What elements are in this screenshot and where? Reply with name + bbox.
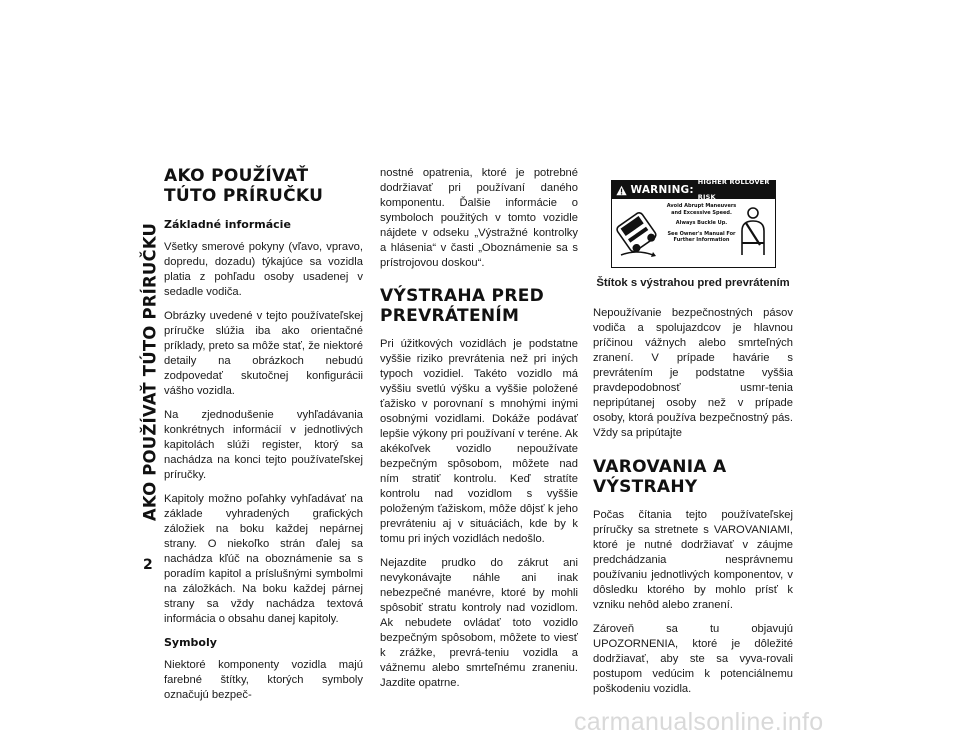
paragraph: Zároveň sa tu objavujú UPOZORNENIA, ktoré je dôležité dodržiavať, aby ste sa vyva-rovali postupom vedúcim k potenciálnemu poškodeniu vozidla. (593, 623, 793, 695)
paragraph: Niektoré komponenty vozidla majú farebné štítky, ktorých symboly označujú bezpeč- (164, 659, 363, 701)
paragraph: Na zjednodušenie vyhľadávania konkrétnych informácií v jednotlivých kapitolách slúži register, ktorý sa nachádza na konci tejto používateľskej príručky. (164, 409, 363, 481)
seatbelt-icon (738, 199, 775, 266)
warning-word: WARNING: (630, 183, 694, 196)
warning-label-text (666, 199, 738, 266)
page-number: 2 (143, 557, 153, 573)
rollover-car-icon (612, 199, 666, 266)
paragraph: Nepoužívanie bezpečnostných pásov vodiča a spolujazdcov je hlavnou príčinou vážnych alebo smrteľných zranení. V prípade havárie s prevrátením je podstatne vyššia pravdepodobnosť usmr-tenia nepripútanej osoby než v prípade osoby, ktorá používa bezpečnostný pás. Vždy sa pripútajte (593, 307, 793, 439)
paragraph: Všetky smerové pokyny (vľavo, vpravo, dopredu, dozadu) týkajúce sa vozidla platia z pohľadu osoby usadenej v sedadle vodiča. (164, 241, 363, 298)
warning-triangle-icon (616, 184, 627, 197)
rollover-warning-label (611, 180, 776, 268)
warning-line-manual: See Owner's Manual For Further Information (667, 230, 736, 243)
subheading-symbols: Symboly (164, 636, 217, 649)
column-1 (164, 166, 363, 712)
paragraph: Kapitoly možno poľahky vyhľadávať na základe vyhradených grafických záložiek na boku každej nepárnej strany. O niekoľko strán ďalej sa nachádza kľúč na oboznámenie sa s poradím kapitol a príslušnými symbolmi na záložkách. Na boku každej párnej strany sa vždy nachádza textová informácia o obsahu danej kapitoly. (164, 493, 363, 625)
label-caption: Štítok s výstrahou pred prevrátením (596, 277, 790, 289)
section-title-rollover-warning: VÝSTRAHA PRED PREVRÁTENÍM (380, 286, 545, 326)
warning-label-body (612, 199, 775, 266)
section-title-warnings-cautions: VAROVANIA A VÝSTRAHY (593, 457, 727, 497)
warning-risk-text: HIGHER ROLLOVER RISK (697, 178, 770, 201)
warning-line-buckle: Always Buckle Up. (675, 220, 728, 226)
column-2 (380, 166, 578, 700)
warning-label-header (612, 178, 775, 201)
column-3 (593, 166, 793, 706)
chapter-side-tab (140, 184, 160, 560)
warning-line-maneuvers: Avoid Abrupt Maneuvers and Excessive Speed. (666, 203, 737, 216)
paragraph: nostné opatrenia, ktoré je potrebné dodržiavať pri používaní daného komponentu. Ďalšie informácie o symboloch použitých v tomto vozidle nájdete v odseku „Výstražné kontrolky a hlásenia“ v časti „Oboznámenie sa s prístrojovou doskou“. (380, 167, 578, 269)
section-title-how-to-use: AKO POUŽÍVAŤ TÚTO PRÍRUČKU (164, 166, 324, 206)
chapter-side-tab-label: AKO POUŽÍVAŤ TÚTO PRÍRUČKU (140, 222, 160, 522)
subheading-basic-info: Základné informácie (164, 218, 291, 231)
paragraph: Obrázky uvedené v tejto používateľskej príručke slúžia iba ako orientačné príklady, preto sa môže stať, že niektoré detaily na obrázkoch nebudú zodpovedať skutočnej konfigurácii vášho vozidla. (164, 310, 363, 397)
watermark: carmanualsonline.info (574, 708, 824, 736)
paragraph: Nejazdite prudko do zákrut ani nevykonávajte náhle ani inak nebezpečné manévre, ktoré by mohli spôsobiť stratu kontroly nad vozidlom. Ak nebudete ovládať toto vozidlo bezpečným spôsobom, môžete to viesť k zrážke, prevrá-teniu vozidla a vážnemu alebo smrteľnému zraneniu. Jazdite opatrne. (380, 557, 578, 689)
paragraph: Počas čítania tejto používateľskej príručky sa stretnete s VAROVANIAMI, ktoré je nutné dodržiavať v záujme predchádzania nesprávnemu používaniu jednotlivých komponentov, v dôsledku ktorého by mohlo prísť k vzniku nehôd alebo zranení. (593, 509, 793, 611)
paragraph: Pri úžitkových vozidlách je podstatne vyššie riziko prevrátenia než pri iných typoch vozidiel. Takéto vozidlo má vyššiu svetlú výšku a vyššie položené ťažisko v porovnaní s mnohými inými osobnými vozidlami. Dokáže podávať lepšie výkony pri používaní v teréne. Ak akékoľvek vozidlo nepoužívate bezpečným spôsobom, môžete nad ním stratiť kontrolu. Keď stratíte kontrolu nad vozidlom s vyššie položeným ťažiskom, môže dôjsť k jeho prevráteniu aj v situáciách, kde by k tomu pri iných vozidlách nedošlo. (380, 338, 578, 545)
